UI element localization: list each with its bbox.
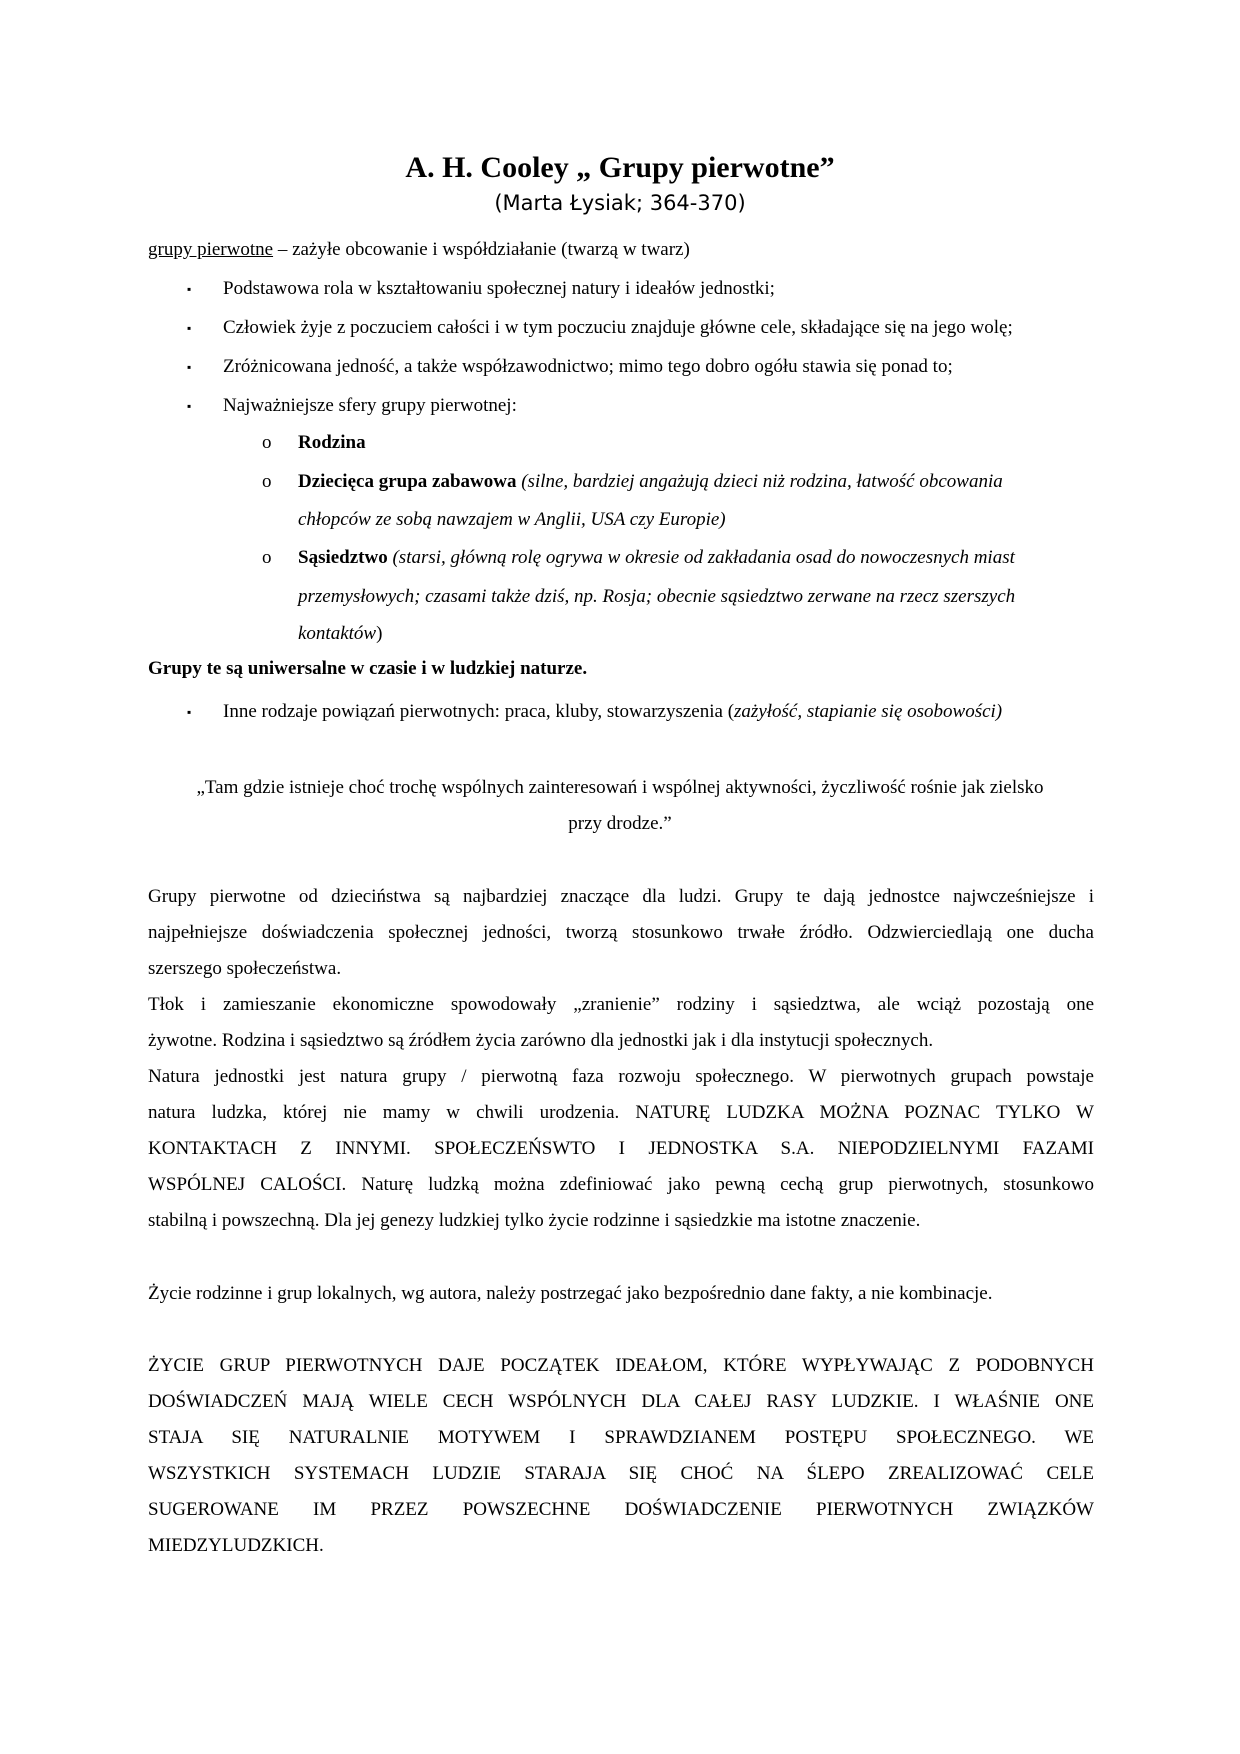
sub-bullet-icon: o xyxy=(262,471,272,492)
paragraph-line: najpełniejsze doświadczenia społecznej jedności, tworzą stosunkowo trwałe źródło. Odzwierciedlają one ducha xyxy=(148,922,1094,943)
sub-item-zabawowa-desc-cont: chłopców ze sobą nawzajem w Anglii, USA czy Europie) xyxy=(298,509,726,530)
bullet-icon: ▪ xyxy=(187,282,192,296)
bullet-icon: ▪ xyxy=(187,399,192,413)
universal-statement: Grupy te są uniwersalne w czasie i w ludzkiej naturze. xyxy=(148,658,588,679)
definition-text: – zażyłe obcowanie i współdziałanie (twarzą w twarz) xyxy=(273,239,690,260)
paragraph-line: STAJA SIĘ NATURALNIE MOTYWEM I SPRAWDZIANEM POSTĘPU SPOŁECZNEGO. WE xyxy=(148,1427,1094,1448)
paragraph-line: Natura jednostki jest natura grupy / pierwotną faza rozwoju społecznego. W pierwotnych grupach powstaje xyxy=(148,1066,1094,1087)
sub-item-rodzina: Rodzina xyxy=(298,432,366,453)
bullet-icon: ▪ xyxy=(187,705,192,719)
paragraph-line: Tłok i zamieszanie ekonomiczne spowodowały „zranienie” rodziny i sąsiedztwa, ale wciąż pozostają one xyxy=(148,994,1094,1015)
sub-item-sasiedztwo xyxy=(298,546,1015,570)
bullet-item: Najważniejsze sfery grupy pierwotnej: xyxy=(223,395,517,416)
sub-item-sasiedztwo-kontakty: kontaktów xyxy=(298,623,377,644)
paragraph-line: żywotne. Rodzina i sąsiedztwo są źródłem życia zarówno dla jednostki jak i dla instytucji społecznych. xyxy=(148,1030,934,1051)
sub-item-zabawowa xyxy=(298,470,1003,494)
definition-term: grupy pierwotne xyxy=(148,239,274,260)
bullet-item-inne-italic: zażyłość, stapianie się osobowości) xyxy=(734,701,1003,722)
page-subtitle: (Marta Łysiak; 364-370) xyxy=(494,191,746,215)
bullet-icon: ▪ xyxy=(187,321,192,335)
sub-item-zabawowa-label: Dziecięca grupa zabawowa xyxy=(298,471,517,492)
paragraph-line: szerszego społeczeństwa. xyxy=(148,958,342,979)
quote-line: przy drodze.” xyxy=(568,813,672,834)
sub-item-sasiedztwo-close: ) xyxy=(376,623,383,644)
page-title: A. H. Cooley „ Grupy pierwotne” xyxy=(405,151,835,184)
paragraph-line: WSZYSTKICH SYSTEMACH LUDZIE STARAJA SIĘ CHOĆ NA ŚLEPO ZREALIZOWAĆ CELE xyxy=(148,1463,1094,1484)
bullet-item: Zróżnicowana jedność, a także współzawodnictwo; mimo tego dobro ogółu stawia się ponad to; xyxy=(223,356,953,377)
sub-item-zabawowa-desc: (silne, bardziej angażują dzieci niż rodzina, łatwość obcowania xyxy=(516,471,1003,492)
bullet-item: Podstawowa rola w kształtowaniu społecznej natury i ideałów jednostki; xyxy=(223,278,775,299)
bullet-icon: ▪ xyxy=(187,360,192,374)
sub-item-sasiedztwo-desc-end xyxy=(298,622,382,646)
paragraph-line: Życie rodzinne i grup lokalnych, wg autora, należy postrzegać jako bezpośrednio dane fakty, a nie kombinacje. xyxy=(148,1283,993,1304)
definition-line xyxy=(148,238,1094,262)
paragraph-line: SUGEROWANE IM PRZEZ POWSZECHNE DOŚWIADCZENIE PIERWOTNYCH ZWIĄZKÓW xyxy=(148,1499,1094,1520)
bullet-item-inne-text: Inne rodzaje powiązań pierwotnych: praca, kluby, stowarzyszenia ( xyxy=(223,701,735,722)
sub-item-sasiedztwo-desc: (starsi, główną rolę ogrywa w okresie od zakładania osad do nowoczesnych miast xyxy=(387,547,1015,568)
bullet-item: Człowiek żyje z poczuciem całości i w tym poczuciu znajduje główne cele, składające się na jego wolę; xyxy=(223,317,1013,338)
paragraph-line: KONTAKTACH Z INNYMI. SPOŁECZEŃSWTO I JEDNOSTKA S.A. NIEPODZIELNYMI FAZAMI xyxy=(148,1138,1094,1159)
paragraph-line: DOŚWIADCZEŃ MAJĄ WIELE CECH WSPÓLNYCH DLA CAŁEJ RASY LUDZKIE. I WŁAŚNIE ONE xyxy=(148,1391,1094,1412)
paragraph-line: Grupy pierwotne od dzieciństwa są najbardziej znaczące dla ludzi. Grupy te dają jednostce najwcześniejsze i xyxy=(148,886,1094,907)
paragraph-line: natura ludzka, której nie mamy w chwili urodzenia. NATURĘ LUDZKA MOŻNA POZNAC TYLKO W xyxy=(148,1102,1094,1123)
paragraph-line: MIEDZYLUDZKICH. xyxy=(148,1535,324,1556)
sub-item-sasiedztwo-label: Sąsiedztwo xyxy=(298,547,388,568)
quote-line: „Tam gdzie istnieje choć trochę wspólnych zainteresowań i wspólnej aktywności, życzliwość rośnie jak zielsko xyxy=(196,777,1044,798)
bullet-item-inne xyxy=(223,700,1002,724)
paragraph-line: ŻYCIE GRUP PIERWOTNYCH DAJE POCZĄTEK IDEAŁOM, KTÓRE WYPŁYWAJĄC Z PODOBNYCH xyxy=(148,1355,1094,1376)
paragraph-line: WSPÓLNEJ CALOŚCI. Naturę ludzką można zdefiniować jako pewną cechą grup pierwotnych, stosunkowo xyxy=(148,1174,1094,1195)
sub-bullet-icon: o xyxy=(262,547,272,568)
sub-bullet-icon: o xyxy=(262,432,272,453)
paragraph-line: stabilną i powszechną. Dla jej genezy ludzkiej tylko życie rodzinne i sąsiedzkie ma istotne znaczenie. xyxy=(148,1210,921,1231)
sub-item-sasiedztwo-desc-cont: przemysłowych; czasami także dziś, np. Rosja; obecnie sąsiedztwo zerwane na rzecz szerszych xyxy=(298,586,1016,607)
